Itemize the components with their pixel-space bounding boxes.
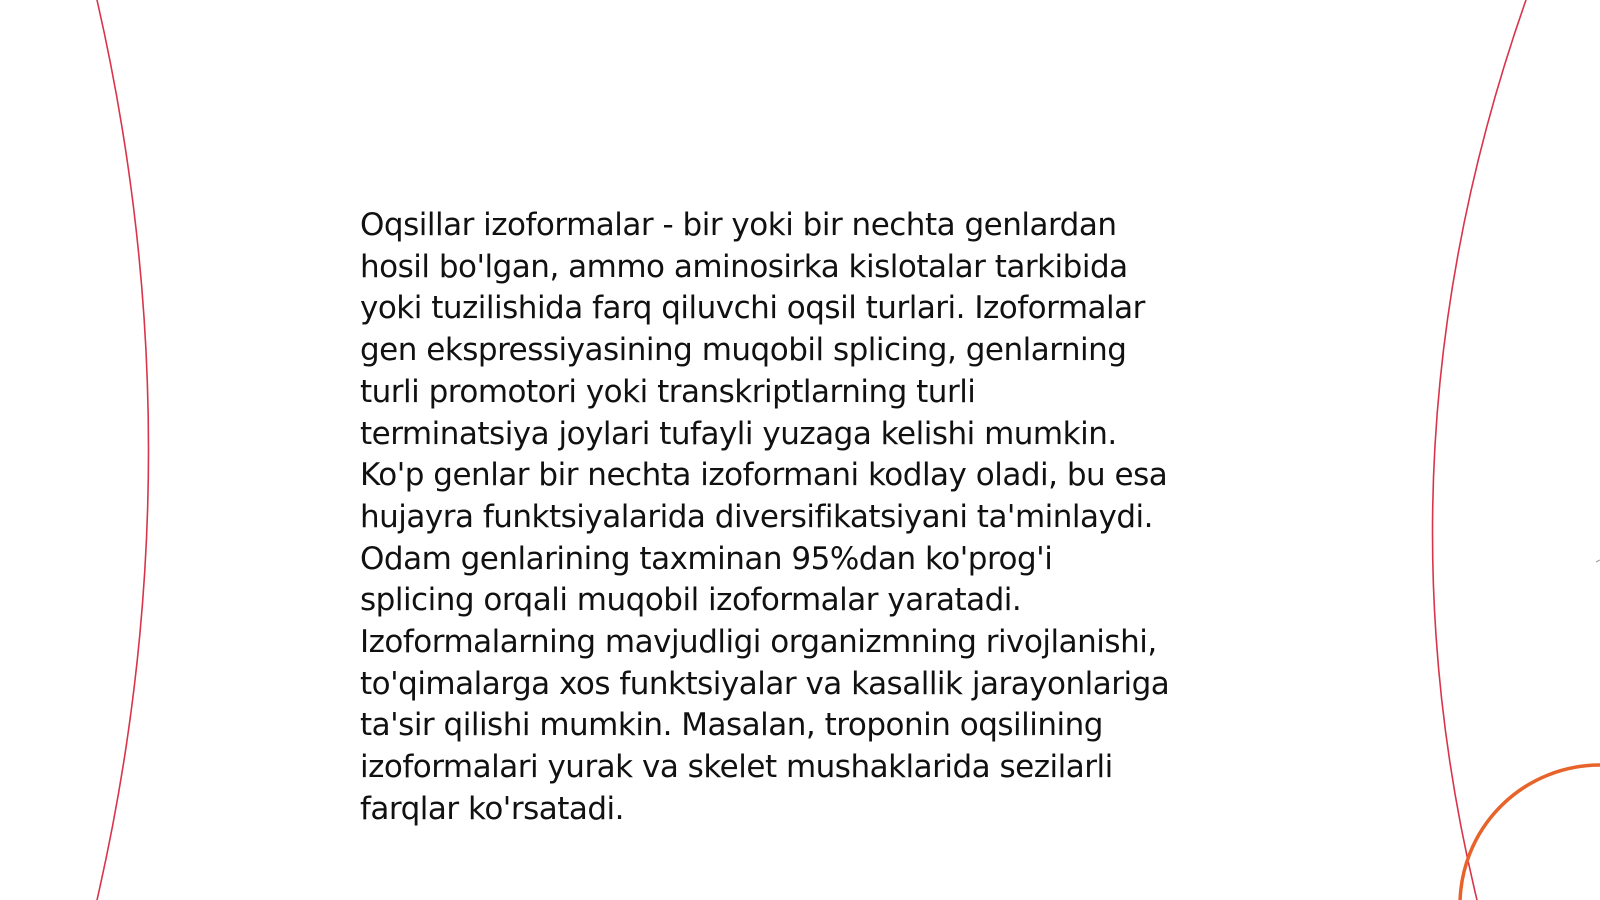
slide-body-text: Oqsillar izoformalar - bir yoki bir nechta genlardan hosil bo'lgan, ammo aminosirka kislotalar tarkibida yoki tuzilishida farq qiluvchi oqsil turlari. Izoformalar gen ekspressiyasining muqobil splicing, genlarning turli promotori yoki transkriptlarning turli terminatsiya joylari tufayli yuzaga kelishi mumkin. Ko'p genlar bir nechta izoformani kodlay oladi, bu esa hujayra funktsiyalarida diversifikatsiyani ta'minlaydi. Odam genlarining taxminan 95%dan ko'prog'i splicing orqali muqobil izoformalar yaratadi. Izoformalarning mavjudligi organizmning rivojlanishi, to'qimalarga xos funktsiyalar va kasallik jarayonlariga ta'sir qilishi mumkin. Masalan, troponin oqsilining izoformalari yurak va skelet mushaklarida sezilarli farqlar ko'rsatadi. [360,207,1170,827]
orange-arc [1460,765,1600,900]
left-red-curve [97,0,149,900]
right-red-curve [1433,0,1526,900]
small-tick-mark [1596,560,1600,562]
